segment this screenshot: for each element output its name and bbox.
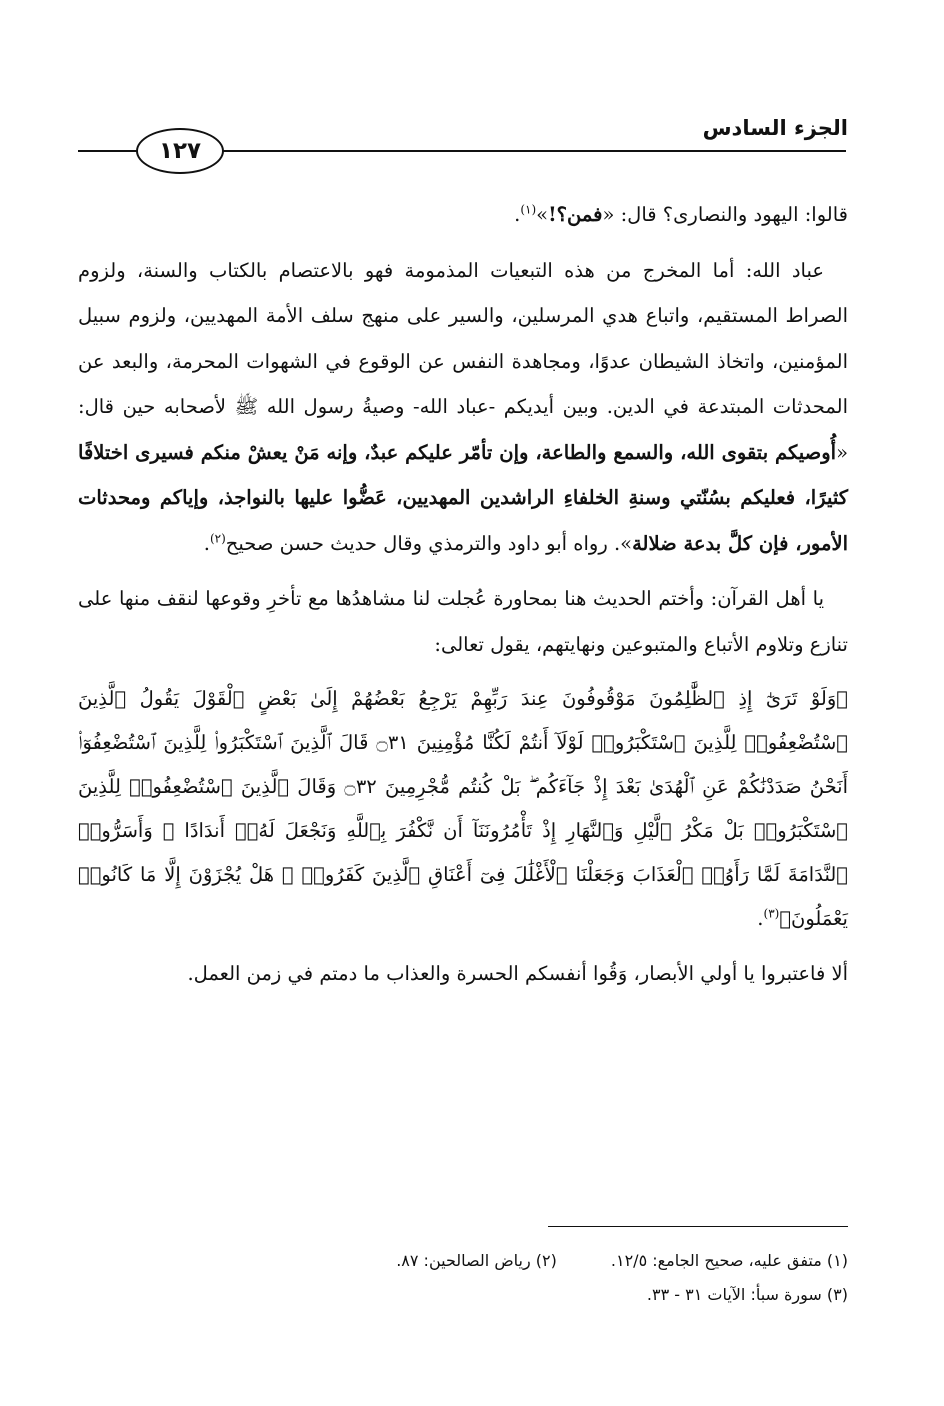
p2-text-a: عباد الله: أما المخرج من هذه التبعيات المذمومة فهو بالاعتصام بالكتاب والسنة، ولزوم الصراط المستقيم، واتباع هدي المرسلين، والسير على منهج سلف الأمة المهديين، ولزوم سبيل المؤمنين، واتخاذ الشيطان عدوًا، ومجاهدة النفس عن الوقوع في الشهوات المحرمة، والبعد عن المحدثات المبتدعة في الدين. وبين أيديكم -عباد الله- وصيةُ رسول الله ﷺ لأصحابه حين قال: « [78, 258, 848, 464]
footnote-row-2 [78, 1278, 848, 1312]
paragraph-1 [78, 192, 848, 238]
quran-close-bracket: ﴾ [779, 907, 792, 930]
p2-text-b: ». رواه أبو داود والترمذي وقال حديث حسن صحيح [225, 531, 633, 555]
quran-open-bracket: ﴿ [836, 687, 848, 710]
paragraph-3 [78, 576, 848, 667]
quran-verses [78, 677, 848, 941]
footnotes [78, 1244, 848, 1312]
footnote-3: (٣) سورة سبأ: الآيات ٣١ - ٣٣. [646, 1285, 848, 1304]
main-text [78, 192, 848, 1007]
p3-text: يا أهل القرآن: وأختم الحديث هنا بمحاورة عُجلت لنا مشاهدُها مع تأخرِ وقوعها لنقف منها على تنازع وتلاوم الأتباع والمتبوعين ونهايتهم، يقول تعالى: [78, 587, 848, 656]
footnote-ref-1[interactable]: (١) [520, 202, 537, 217]
p1-tail: » [536, 203, 549, 226]
footnote-ref-2[interactable]: (٢) [209, 531, 226, 545]
footnote-separator [548, 1226, 848, 1227]
paragraph-4 [78, 951, 848, 997]
footnote-1: (١) متفق عليه، صحيح الجامع: ١٢/٥. [610, 1251, 848, 1270]
page-number-badge: ١٢٧ [136, 128, 224, 174]
running-header-title: الجزء السادس [702, 116, 848, 140]
p4-text: ألا فاعتبروا يا أولي الأبصار، وَقُوا أنفسكم الحسرة والعذاب ما دمتم في زمن العمل. [187, 962, 848, 985]
footnote-row-1 [78, 1244, 848, 1278]
footnote-ref-3[interactable]: (٣) [763, 906, 780, 921]
p1-end: . [514, 203, 521, 226]
quran-text: وَلَوْ تَرَىٰٓ إِذِ ٱلظَّٰلِمُونَ مَوْقُوفُونَ عِندَ رَبِّهِمْ يَرْجِعُ بَعْضُهُمْ إِلَىٰ بَعْضٍ ٱلْقَوْلَ يَقُولُ ٱلَّذِينَ ٱسْتُضْعِفُوا۟ لِلَّذِينَ ٱسْتَكْبَرُوا۟ لَوْلَآ أَنتُمْ لَكُنَّا مُؤْمِنِينَ ۝٣١ قَالَ ٱلَّذِينَ ٱسْتَكْبَرُوا۟ لِلَّذِينَ ٱسْتُضْعِفُوٓا۟ أَنَحْنُ صَدَدْنَٰكُمْ عَنِ ٱلْهُدَىٰ بَعْدَ إِذْ جَآءَكُم ۖ بَلْ كُنتُم مُّجْرِمِينَ ۝٣٢ وَقَالَ ٱلَّذِينَ ٱسْتُضْعِفُوا۟ لِلَّذِينَ ٱسْتَكْبَرُوا۟ بَلْ مَكْرُ ٱلَّيْلِ وَٱلنَّهَارِ إِذْ تَأْمُرُونَنَآ أَن نَّكْفُرَ بِٱللَّهِ وَنَجْعَلَ لَهُۥٓ أَندَادًا ۚ وَأَسَرُّوا۟ ٱلنَّدَامَةَ لَمَّا رَأَوُا۟ ٱلْعَذَابَ وَجَعَلْنَا ٱلْأَغْلَٰلَ فِىٓ أَعْنَاقِ ٱلَّذِينَ كَفَرُوا۟ ۚ هَلْ يُجْزَوْنَ إِلَّا مَا كَانُوا۟ يَعْمَلُونَ [78, 687, 848, 930]
p1-bold-phrase: فمن؟! [548, 203, 603, 226]
quran-end: . [757, 907, 764, 930]
p2-end: . [203, 531, 210, 555]
p1-text: قالوا: اليهود والنصارى؟ قال: « [602, 203, 848, 226]
footnote-2: (٢) رياض الصالحين: ٨٧. [396, 1251, 557, 1270]
paragraph-2 [78, 248, 848, 567]
hadith-quote: أُوصيكم بتقوى الله، والسمع والطاعة، وإن تأمّر عليكم عبدٌ، وإنه مَنْ يعشْ منكم فسيرى اختلافًا كثيرًا، فعليكم بسُنّتي وسنةِ الخلفاءِ الراشدين المهديين، عَضُّوا عليها بالنواجذ، وإياكم ومحدثات الأمور، فإن كلَّ بدعة ضلالة [78, 440, 848, 555]
